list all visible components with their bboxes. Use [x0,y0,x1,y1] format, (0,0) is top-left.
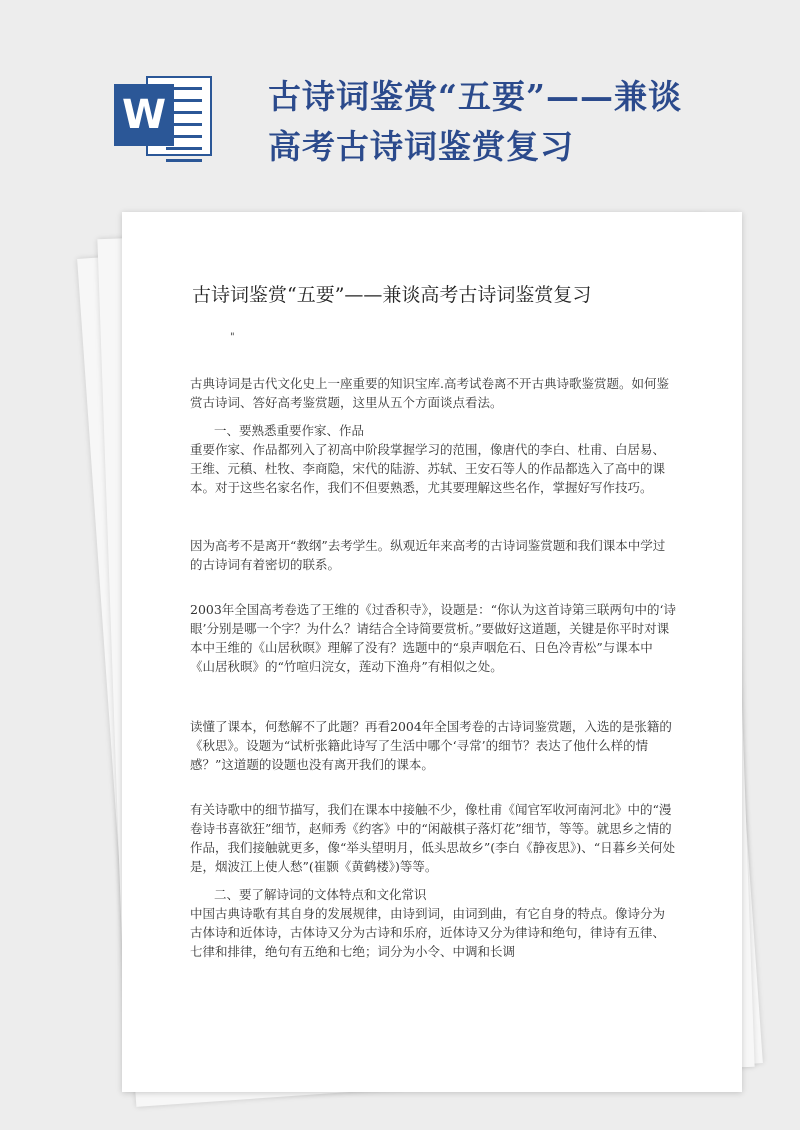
paragraph-text: 因为高考不是离开“教纲”去考学生。纵观近年来高考的古诗词鉴赏题和我们课本中学过的古诗词有着密切的联系。 [190,538,666,572]
word-badge: W [114,84,174,146]
paragraph-block [190,536,676,574]
banner-title-line2: 高考古诗词鉴赏复习 [268,127,574,166]
paragraph-text: 中国古典诗歌有其自身的发展规律，由诗到词，由词到曲，有它自身的特点。像诗分为古体诗和近体诗，古体诗又分为古诗和乐府，近体诗又分为律诗和绝句，律诗有五律、七律和排律，绝句有五绝和七绝；词分为小令、中调和长调 [190,906,666,959]
section-heading-1: 一、要熟悉重要作家、作品 [214,423,365,438]
word-logo-icon [108,72,216,160]
banner-title-line1: 古诗词鉴赏“五要”——兼谈 [268,77,682,116]
document-page [122,212,742,1092]
paragraph-block [190,800,676,876]
paragraph-block [190,717,676,774]
paragraph-text: 读懂了课本，何愁解不了此题？再看2004年全国考卷的古诗词鉴赏题，入选的是张籍的《秋思》。设题为“试析张籍此诗写了生活中哪个‘寻常’的细节？表达了他什么样的情感？”这道题的设题也没有离开我们的课本。 [190,719,672,772]
paragraph-text: 重要作家、作品都列入了初高中阶段掌握学习的范围，像唐代的李白、杜甫、白居易、王维、元稹、杜牧、李商隐，宋代的陆游、苏轼、王安石等人的作品都选入了高中的课本。对于这些名家名作，我们不但要熟悉，尤其要理解这些名作，掌握好写作技巧。 [190,442,666,495]
section-two [190,885,676,961]
section-one [190,421,676,497]
quote-mark: " [230,332,235,343]
paragraph-block [190,600,676,676]
paragraph-intro [190,374,676,412]
paragraph-text: 古典诗词是古代文化史上一座重要的知识宝库.高考试卷离不开古典诗歌鉴赏题。如何鉴赏古诗词、答好高考鉴赏题，这里从五个方面谈点看法。 [190,376,669,410]
banner-title [268,72,688,172]
paragraph-text: 有关诗歌中的细节描写，我们在课本中接触不少，像杜甫《闻官军收河南河北》中的“漫卷诗书喜欲狂”细节，赵师秀《约客》中的“闲敲棋子落灯花”细节，等等。就思乡之情的作品，我们接触就更多，像“举头望明月，低头思故乡”(李白《静夜思》)、“日暮乡关何处是，烟波江上使人愁”(崔颢《黄鹤楼》)等等。 [190,802,676,874]
document-title: 古诗词鉴赏“五要”——兼谈高考古诗词鉴赏复习 [192,284,592,306]
paragraph-text: 2003年全国高考卷选了王维的《过香积寺》，设题是：“你认为这首诗第三联两句中的‘诗眼’分别是哪一个字？为什么？请结合全诗简要赏析。”要做好这道题，关键是你平时对课本中王维的《山居秋暝》理解了没有？选题中的“泉声咽危石、日色冷青松”与课本中《山居秋暝》的“竹喧归浣女，莲动下渔舟”有相似之处。 [190,602,676,674]
section-heading-2: 二、要了解诗词的文体特点和文化常识 [214,887,427,902]
